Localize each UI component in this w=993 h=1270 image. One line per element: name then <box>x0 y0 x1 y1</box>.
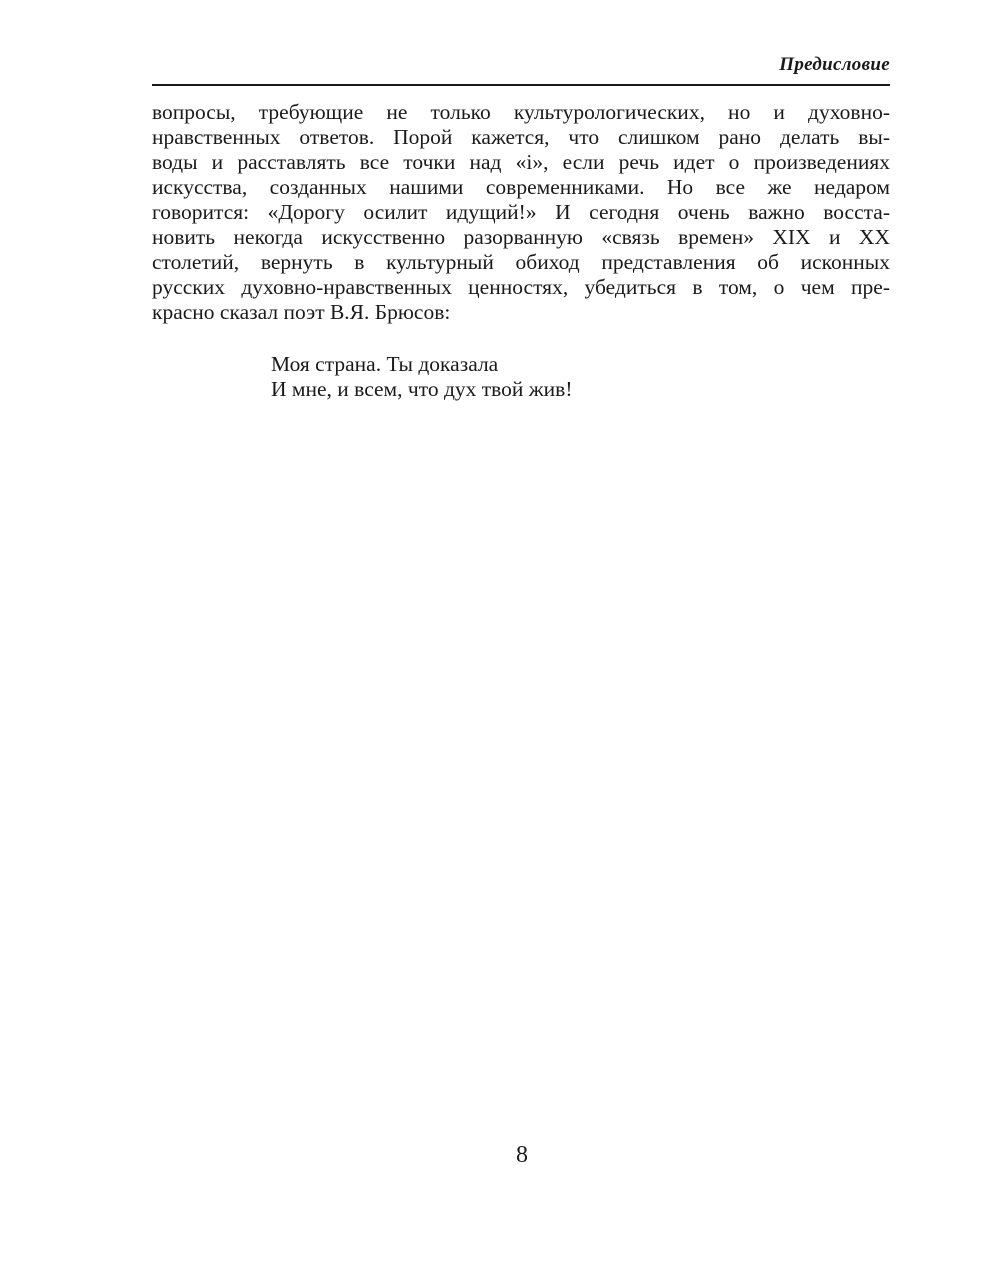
paragraph-line: столетий, вернуть в культурный обиход представления об исконных <box>152 250 890 274</box>
body-paragraph <box>152 100 890 325</box>
paragraph-line: воды и расставлять все точки над «i», если речь идет о произведениях <box>152 150 890 174</box>
running-head-title: Предисловие <box>779 54 890 75</box>
paragraph-line: русских духовно-нравственных ценностях, убедиться в том, о чем пре- <box>152 275 890 299</box>
page-number: 8 <box>516 1142 528 1168</box>
poem-quote <box>271 352 572 402</box>
poem-line: Моя страна. Ты доказала <box>271 352 499 376</box>
paragraph-line: новить некогда искусственно разорванную «связь времен» XIX и XX <box>152 225 890 249</box>
paragraph-line: вопросы, требующие не только культурологических, но и духовно- <box>152 100 890 124</box>
paragraph-line: искусства, созданных нашими современниками. Но все же недаром <box>152 175 890 199</box>
paragraph-line: красно сказал поэт В.Я. Брюсов: <box>152 300 451 324</box>
header-rule <box>152 84 890 86</box>
paragraph-line: нравственных ответов. Порой кажется, что слишком рано делать вы- <box>152 125 890 149</box>
poem-line: И мне, и всем, что дух твой жив! <box>271 377 573 401</box>
paragraph-line: говорится: «Дорогу осилит идущий!» И сегодня очень важно восста- <box>152 200 890 224</box>
